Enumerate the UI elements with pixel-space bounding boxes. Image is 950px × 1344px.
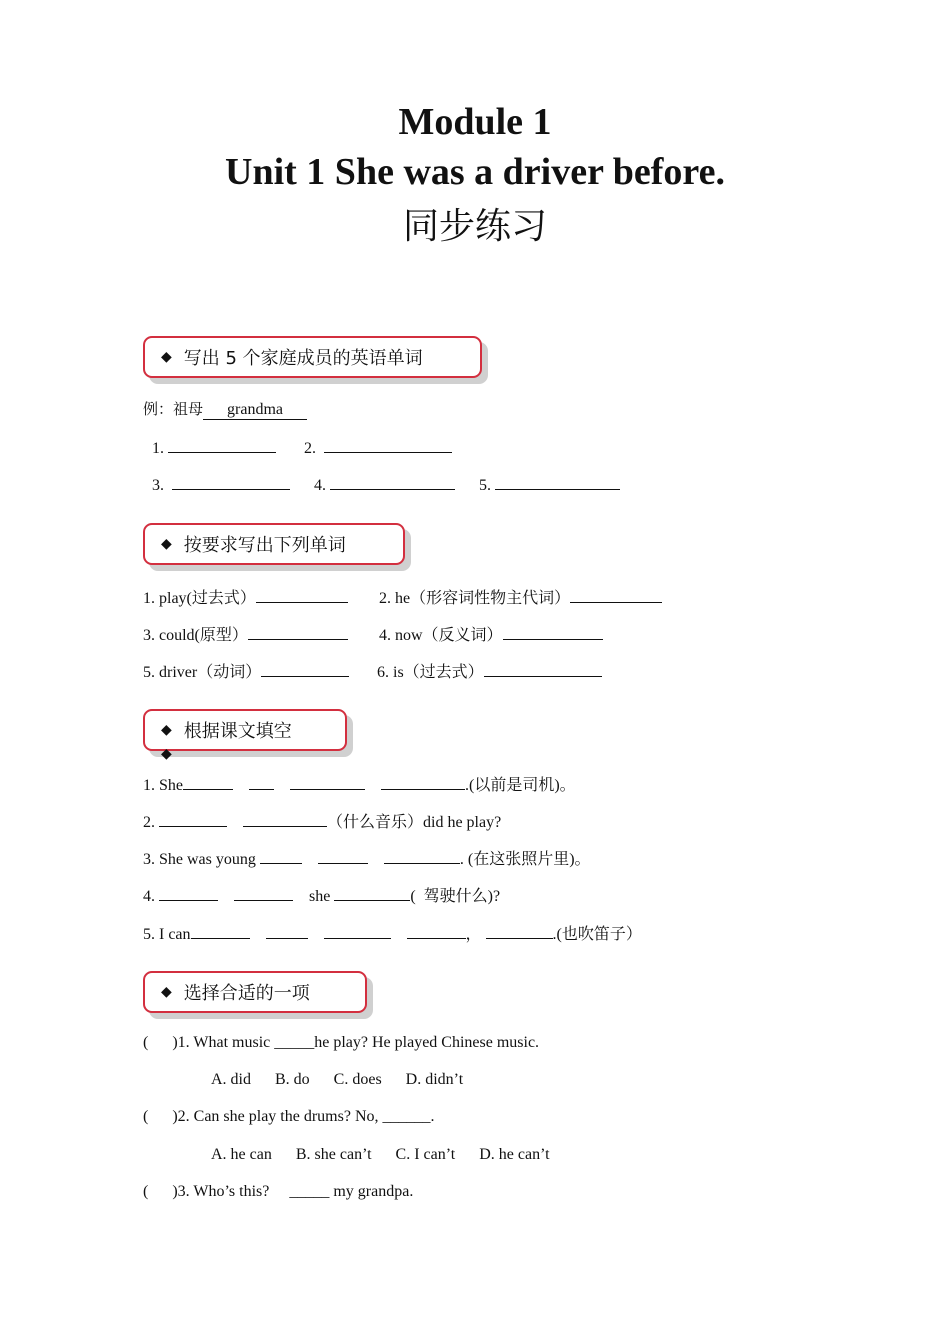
section-title: 按要求写出下列单词 (183, 535, 346, 556)
subtitle: 同步练习 (402, 206, 547, 247)
example-label: 例：祖母 (143, 400, 204, 418)
fill-line-1 (152, 437, 452, 458)
word-item-6 (377, 659, 602, 682)
answer-blank (407, 923, 466, 939)
answer-blank (334, 885, 410, 901)
answer-blank (381, 774, 465, 790)
item-number: 1. (152, 440, 164, 457)
fill-text-4 (143, 883, 500, 906)
section-title: 根据课文填空 (183, 721, 292, 742)
diamond-bullet-icon: ◆ (161, 722, 172, 738)
answer-blank (324, 437, 452, 453)
item-text: .(也吹笛子） (552, 926, 642, 943)
item-number: 5. (479, 477, 491, 494)
answer-blank (172, 474, 290, 490)
answer-blank (290, 774, 365, 790)
item-number: 3. (152, 477, 164, 494)
diamond-bullet-icon: ◆ (161, 349, 172, 365)
answer-blank (234, 885, 293, 901)
item-text: 4. now（反义词） (379, 627, 503, 644)
diamond-bullet-icon: ◆ (161, 984, 172, 1000)
item-text: 1. play(过去式） (143, 590, 256, 607)
item-text: ， (465, 926, 482, 943)
answer-blank (191, 923, 250, 939)
answer-blank (318, 848, 368, 864)
item-text: 3. could(原型） (143, 627, 248, 644)
item-text: 3. She was young (143, 851, 256, 868)
mc-options-2: A. he can B. she can’t C. I can’t D. he can’t (211, 1146, 550, 1163)
mc-question-1: ( )1. What music _____he play? He played Chinese music. (143, 1034, 540, 1051)
answer-blank (168, 437, 276, 453)
word-item-4 (379, 622, 603, 645)
answer-blank (248, 624, 348, 640)
answer-blank (495, 474, 620, 490)
item-text: 2. (143, 814, 155, 831)
diamond-bullet-icon: ◆ (161, 536, 172, 552)
item-text: 2. he（形容词性物主代词） (379, 590, 571, 607)
unit-title: Unit 1 She was a driver before. (225, 151, 725, 193)
item-number: 4. (314, 477, 326, 494)
example-answer: grandma (203, 401, 307, 420)
answer-blank (249, 774, 274, 790)
stray-diamond-icon: ◆ (161, 746, 172, 762)
answer-blank (243, 811, 327, 827)
word-item-1 (143, 585, 348, 608)
answer-blank (183, 774, 233, 790)
mc-question-3: ( )3. Who’s this? _____ my grandpa. (143, 1183, 414, 1200)
answer-blank (330, 474, 455, 490)
answer-blank (159, 885, 218, 901)
mc-options-1: A. did B. do C. does D. didn’t (211, 1071, 464, 1088)
answer-blank (261, 661, 349, 677)
word-item-2 (379, 585, 662, 608)
item-text: ( 驾驶什么)? (410, 888, 501, 905)
example-line (143, 398, 307, 420)
answer-blank (503, 624, 603, 640)
item-text: 5. driver（动词） (143, 664, 262, 681)
fill-text-3 (143, 846, 591, 869)
answer-blank (260, 848, 302, 864)
item-text: 5. I can (143, 926, 191, 943)
answer-blank (484, 661, 602, 677)
word-item-3 (143, 622, 348, 645)
fill-line-2 (152, 474, 620, 495)
item-text: .(以前是司机)。 (465, 777, 576, 794)
section-title: 选择合适的一项 (183, 983, 310, 1004)
fill-text-1 (143, 772, 576, 795)
item-text: （什么音乐）did he play? (327, 814, 502, 831)
item-text: . (在这张照片里)。 (459, 851, 591, 868)
fill-text-5 (143, 921, 642, 944)
answer-blank (256, 587, 348, 603)
fill-text-2 (143, 809, 501, 832)
answer-blank (266, 923, 308, 939)
item-text: she (309, 888, 331, 905)
item-number: 2. (304, 440, 316, 457)
answer-blank (384, 848, 460, 864)
answer-blank (486, 923, 553, 939)
answer-blank (324, 923, 391, 939)
mc-question-2: ( )2. Can she play the drums? No, ______. (143, 1108, 435, 1125)
item-text: 1. She (143, 777, 183, 794)
section-title: 写出 5 个家庭成员的英语单词 (183, 348, 423, 369)
item-text: 6. is（过去式） (377, 664, 484, 681)
module-title: Module 1 (398, 101, 552, 143)
word-item-5 (143, 659, 349, 682)
answer-blank (159, 811, 227, 827)
answer-blank (570, 587, 662, 603)
item-text: 4. (143, 888, 155, 905)
